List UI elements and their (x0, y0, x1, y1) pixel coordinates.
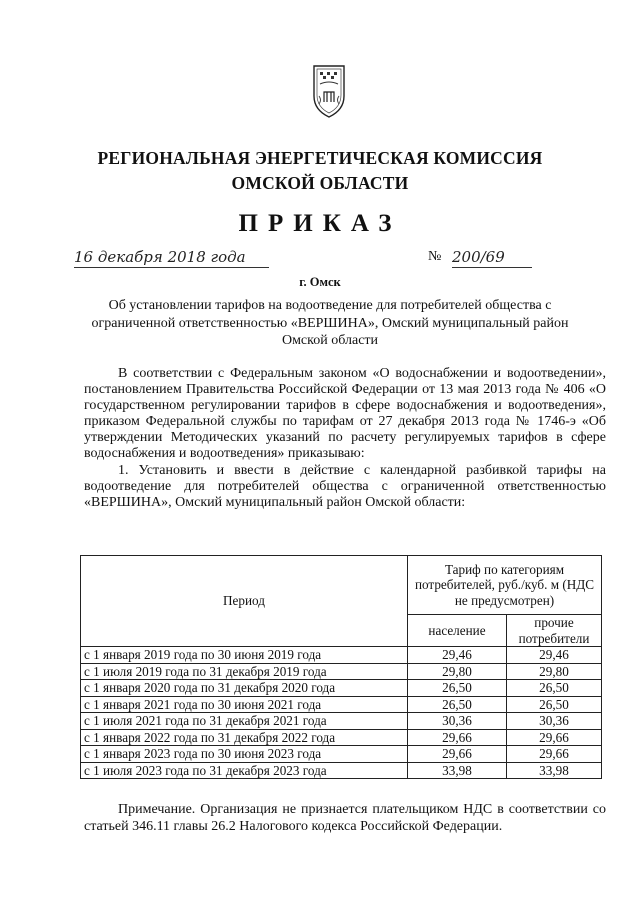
cell-other-tariff: 26,50 (507, 696, 602, 713)
cell-population-tariff: 26,50 (408, 696, 507, 713)
table-row (81, 713, 602, 730)
table-row (81, 729, 602, 746)
order-date-handwritten: 16 декабря 2018 года (74, 247, 269, 268)
cell-other-tariff: 26,50 (507, 680, 602, 697)
cell-period: с 1 июля 2023 года по 31 декабря 2023 года (81, 762, 408, 779)
cell-population-tariff: 29,80 (408, 663, 507, 680)
column-header-tariff: Тариф по категориям потребителей, руб./куб. м (НДС не предусмотрен) (408, 556, 602, 615)
column-header-other: прочие потребители (507, 615, 602, 647)
cell-other-tariff: 30,36 (507, 713, 602, 730)
cell-period: с 1 июля 2019 года по 31 декабря 2019 года (81, 663, 408, 680)
cell-population-tariff: 29,66 (408, 746, 507, 763)
cell-period: с 1 января 2019 года по 30 июня 2019 года (81, 647, 408, 664)
commission-title-line1: РЕГИОНАЛЬНАЯ ЭНЕРГЕТИЧЕСКАЯ КОМИССИЯ (97, 148, 543, 168)
order-city: г. Омск (299, 275, 341, 289)
order-number-label: № (428, 249, 442, 264)
cell-period: с 1 января 2021 года по 30 июня 2021 года (81, 696, 408, 713)
cell-population-tariff: 29,66 (408, 729, 507, 746)
coat-of-arms-icon (308, 62, 350, 120)
cell-period: с 1 июля 2021 года по 31 декабря 2021 года (81, 713, 408, 730)
cell-other-tariff: 29,66 (507, 746, 602, 763)
table-row (81, 762, 602, 779)
cell-population-tariff: 33,98 (408, 762, 507, 779)
item-1-paragraph: 1. Установить и ввести в действие с календарной разбивкой тарифы на водоотведение для потребителей общества с ограниченной ответственностью «ВЕРШИНА», Омский муниципальный район Омской области: (84, 462, 606, 510)
cell-population-tariff: 26,50 (408, 680, 507, 697)
column-header-population: население (408, 615, 507, 647)
order-subject: Об установлении тарифов на водоотведение для потребителей общества с ограниченной ответственностью «ВЕРШИНА», Омский муниципальный район Омской области (91, 298, 569, 348)
cell-period: с 1 января 2020 года по 31 декабря 2020 года (81, 680, 408, 697)
table-row (81, 680, 602, 697)
preamble-paragraph: В соответствии с Федеральным законом «О водоснабжении и водоотведении», постановлением Правительства Российской Федерации от 13 мая 2013 года № 406 «О государственном регулировании тарифов в сфере водоснабжения и водоотведения», приказом Федеральной службы по тарифам от 27 декабря 2013 года № 1746-э «Об утверждении Методических указаний по расчету регулируемых тарифов в сфере водоснабжения и водоотведения» приказываю: (84, 366, 606, 462)
cell-period: с 1 января 2023 года по 30 июня 2023 года (81, 746, 408, 763)
tariff-table (80, 555, 602, 779)
cell-other-tariff: 29,80 (507, 663, 602, 680)
table-row (81, 696, 602, 713)
order-number-handwritten: 200/69 (452, 247, 532, 268)
cell-other-tariff: 33,98 (507, 762, 602, 779)
cell-population-tariff: 30,36 (408, 713, 507, 730)
document-type: ПРИКАЗ (238, 210, 402, 237)
column-header-period: Период (81, 556, 408, 647)
cell-period: с 1 января 2022 года по 31 декабря 2022 года (81, 729, 408, 746)
table-row (81, 647, 602, 664)
table-row (81, 746, 602, 763)
order-body (84, 366, 606, 511)
table-row (81, 663, 602, 680)
cell-other-tariff: 29,66 (507, 729, 602, 746)
cell-population-tariff: 29,46 (408, 647, 507, 664)
cell-other-tariff: 29,46 (507, 647, 602, 664)
note-paragraph: Примечание. Организация не признается плательщиком НДС в соответствии со статьей 346.11 главы 26.2 Налогового кодекса Российской Федерации. (84, 802, 606, 834)
commission-title-line2: ОМСКОЙ ОБЛАСТИ (231, 173, 409, 193)
